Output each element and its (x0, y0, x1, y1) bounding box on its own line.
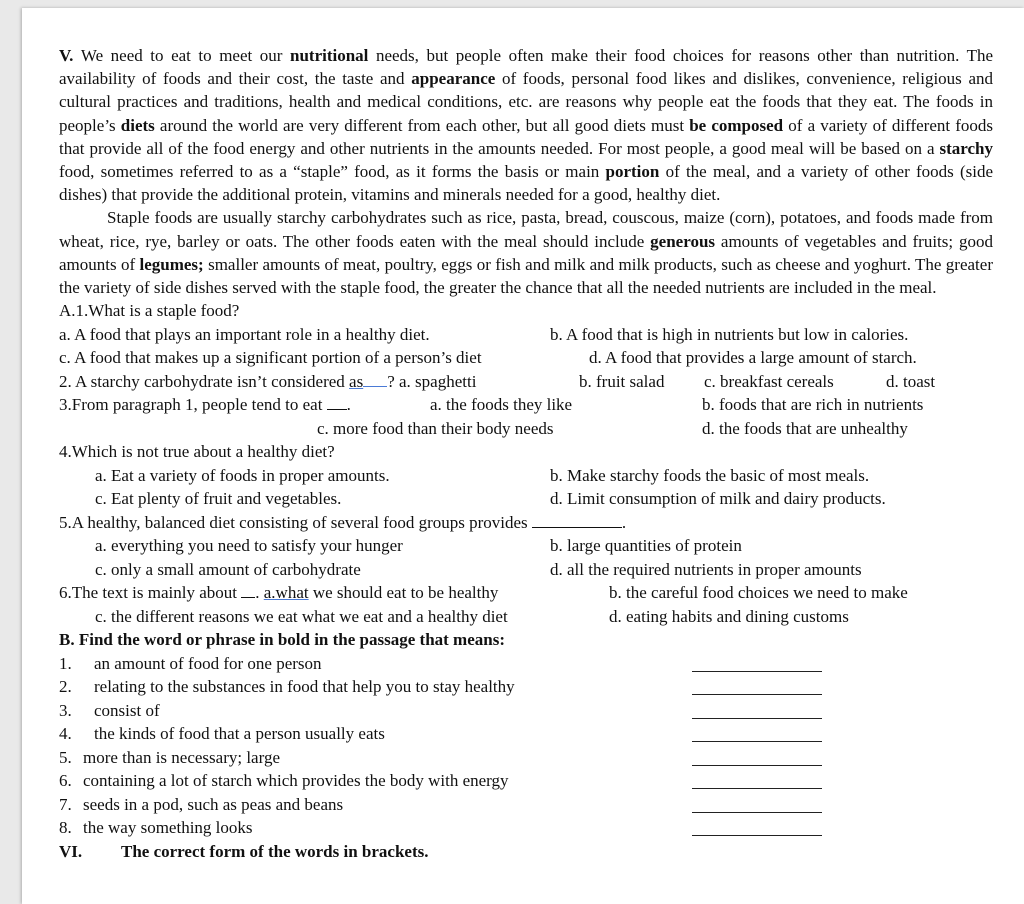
option-b: b. fruit salad (579, 371, 665, 391)
bold-term: V. (59, 46, 81, 65)
question-4-options-cd (59, 487, 993, 511)
question-5-options-ab (59, 534, 993, 558)
option-b: b. the careful food choices we need to make (609, 583, 908, 603)
bold-term: starchy (939, 138, 993, 158)
answer-blank[interactable] (692, 671, 822, 672)
answer-blank[interactable] (692, 788, 822, 789)
bold-term: legumes; (139, 254, 204, 274)
passage-text: Staple foods are usually starchy carbohydrates such as rice, pasta, bread, couscous, maize (corn), potatoes, and foods made from wheat, rice, rye, barley or oats. The other foods eaten with the meal should include (59, 208, 993, 251)
question-2 (59, 370, 993, 394)
option-c: c. breakfast cereals (704, 371, 834, 391)
option-a: a. A food that plays an important role in a healthy diet. (59, 324, 430, 344)
option-b: b. Make starchy foods the basic of most meals. (550, 465, 870, 485)
passage-text: We need to eat to meet our (80, 46, 290, 65)
item-definition: consist of (94, 700, 160, 720)
section-vi-title: VI. The correct form of the words in brackets. (59, 841, 429, 861)
question-3 (59, 393, 993, 417)
answer-blank[interactable] (692, 812, 822, 813)
item-definition: relating to the substances in food that help you to stay healthy (94, 677, 515, 697)
question-1-options-cd (59, 346, 993, 370)
item-number: 7. (59, 794, 72, 814)
passage-text: of foods, personal food likes and dislikes, convenience, religious and cultural practices and traditions, health and medical conditions, etc. are reasons why people eat the foods that they eat. The foods in people’s (59, 69, 993, 135)
section-b-item (59, 769, 993, 793)
passage-text: of the meal, and a variety of other foods (side dishes) that provide the additional protein, vitamins and minerals needed for a good, healthy diet. (59, 162, 993, 205)
option-c: c. more food than their body needs (317, 418, 554, 438)
answer-blank[interactable] (692, 741, 822, 742)
question-3-stem: 3.From paragraph 1, people tend to eat . (59, 395, 351, 415)
section-b-item (59, 652, 993, 676)
bold-term: be composed (689, 115, 784, 135)
bold-term: appearance (411, 69, 496, 89)
item-definition: the way something looks (83, 818, 253, 838)
item-number: 6. (59, 771, 72, 791)
option-b: b. foods that are rich in nutrients (702, 395, 924, 415)
passage-text: around the world are very different from each other, but all good diets must (154, 115, 690, 135)
section-b-list (59, 652, 993, 840)
passage-text: amounts of vegetables and fruits; good amounts of (59, 231, 993, 274)
option-b: b. A food that is high in nutrients but low in calories. (550, 324, 909, 344)
item-definition: the kinds of food that a person usually eats (94, 724, 385, 744)
passage-text: food, sometimes referred to as a “staple” food, as it forms the basis or main (59, 162, 606, 182)
question-3-options-cd (59, 417, 993, 441)
passage-text: smaller amounts of meat, poultry, eggs or fish and milk and milk products, such as cheese and yoghurt. The greater the variety of side dishes served with the staple food, the greater the chance that all the needed nutrients are included in the meal. (59, 254, 993, 298)
section-b-item (59, 793, 993, 817)
question-4-options-ab (59, 464, 993, 488)
bold-term: portion (605, 162, 660, 182)
section-b-item (59, 675, 993, 699)
answer-blank[interactable] (692, 694, 822, 695)
section-b-item (59, 816, 993, 840)
option-c: c. Eat plenty of fruit and vegetables. (95, 489, 342, 509)
option-d: d. the foods that are unhealthy (702, 418, 908, 438)
option-d: d. toast (886, 371, 936, 391)
passage-paragraph-2 (59, 206, 993, 299)
answer-blank[interactable] (692, 718, 822, 719)
document-page (22, 8, 1024, 904)
bold-term: nutritional (290, 46, 369, 65)
question-2-stem: 2. A starchy carbohydrate isn’t considered as ? a. spaghetti (59, 371, 477, 391)
option-c: c. the different reasons we eat what we eat and a healthy diet (95, 606, 508, 626)
question-1-stem: A.1.What is a staple food? (59, 301, 240, 321)
option-c: c. only a small amount of carbohydrate (95, 559, 361, 579)
section-b-item (59, 699, 993, 723)
item-definition: an amount of food for one person (94, 653, 322, 673)
option-d: d. Limit consumption of milk and dairy products. (550, 489, 886, 509)
option-a: a. the foods they like (430, 395, 573, 415)
item-definition: more than is necessary; large (83, 747, 281, 767)
option-d: d. A food that provides a large amount of starch. (589, 348, 917, 368)
question-4-stem: 4.Which is not true about a healthy diet? (59, 442, 335, 462)
passage-text: of a variety of different foods that provide all of the food energy and other nutrients in the amounts needed. For most people, a good meal will be based on a (59, 115, 994, 158)
item-number: 2. (59, 677, 72, 697)
item-number: 8. (59, 818, 72, 838)
section-b-item (59, 722, 993, 746)
question-1-options-ab (59, 323, 993, 347)
question-6-stem: 6.The text is mainly about . a.what we should eat to be healthy (59, 583, 499, 603)
option-a: a. Eat a variety of foods in proper amounts. (95, 465, 390, 485)
option-b: b. large quantities of protein (550, 536, 742, 556)
section-b-title: B. Find the word or phrase in bold in the passage that means: (59, 630, 505, 650)
item-number: 3. (59, 700, 72, 720)
item-definition: seeds in a pod, such as peas and beans (83, 794, 344, 814)
passage-text: needs, but people often make their food choices for reasons other than nutrition. The availability of foods and their cost, the taste and (59, 46, 993, 89)
item-number: 1. (59, 653, 72, 673)
document-content (59, 44, 993, 863)
item-number: 4. (59, 724, 72, 744)
option-a: a. everything you need to satisfy your hunger (95, 536, 403, 556)
passage-paragraph-1 (59, 44, 993, 206)
bold-term: generous (650, 231, 716, 251)
bold-term: diets (120, 115, 155, 135)
option-d: d. all the required nutrients in proper amounts (550, 559, 862, 579)
section-b-item (59, 746, 993, 770)
question-6-options-cd (59, 605, 993, 629)
answer-blank[interactable] (692, 765, 822, 766)
option-d: d. eating habits and dining customs (609, 606, 849, 626)
option-c: c. A food that makes up a significant portion of a person’s diet (59, 348, 482, 368)
question-5-options-cd (59, 558, 993, 582)
question-6 (59, 581, 993, 605)
item-definition: containing a lot of starch which provides the body with energy (83, 771, 509, 791)
answer-blank[interactable] (692, 835, 822, 836)
item-number: 5. (59, 747, 72, 767)
question-5-stem: 5.A healthy, balanced diet consisting of several food groups provides . (59, 512, 627, 532)
